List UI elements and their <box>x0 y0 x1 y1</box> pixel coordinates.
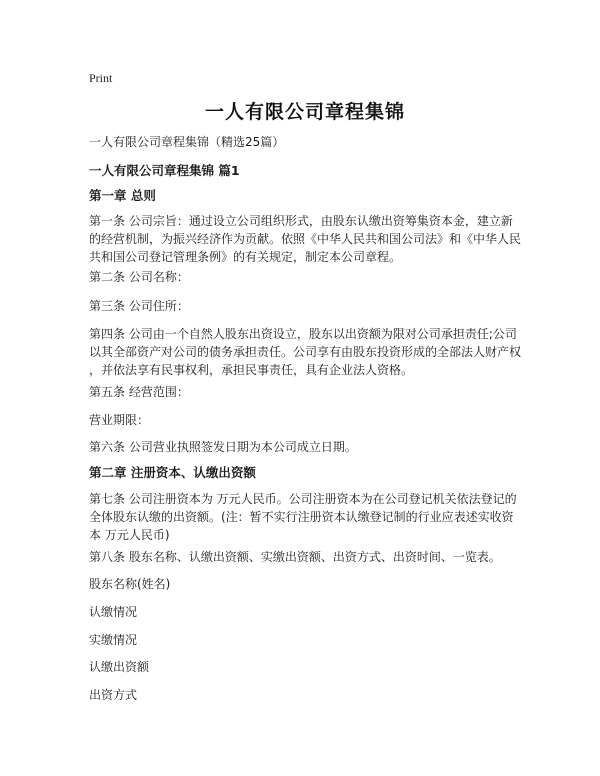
list-item-subscribed: 认缴情况 <box>89 605 138 619</box>
list-item-paid: 实缴情况 <box>89 633 138 647</box>
list-item-subscribed-amount: 认缴出资额 <box>89 660 150 674</box>
article7-paragraph <box>89 490 521 544</box>
document-title: 一人有限公司章程集锦 <box>204 101 405 123</box>
article3-text: 第三条 公司住所： <box>89 299 189 313</box>
article4-line: ，并依法享有民事权利，承担民事责任，具有企业法人资格。 <box>89 363 414 377</box>
article5-text: 第五条 经营范围： <box>89 385 189 399</box>
article2-text: 第二条 公司名称： <box>89 270 189 284</box>
intro-text: 一人有限公司章程集锦（精选25篇） <box>89 135 285 149</box>
business-term-text: 营业期限： <box>89 413 150 427</box>
list-item-shareholder-name: 股东名称(姓名) <box>89 577 171 591</box>
article1-paragraph <box>89 212 521 266</box>
chapter1-heading: 第一章 总则 <box>89 188 156 203</box>
article6-text: 第六条 公司营业执照签发日期为本公司成立日期。 <box>89 440 357 454</box>
list-item-contribution-method: 出资方式 <box>89 688 138 702</box>
article7-line: 全体股东认缴的出资额。(注：暂不实行注册资本认缴登记制的行业应表述实收资 <box>89 510 514 524</box>
article4-line: 第四条 公司由一个自然人股东出资设立，股东以出资额为限对公司承担责任;公司 <box>89 327 517 341</box>
article4-paragraph <box>89 325 521 379</box>
section-heading: 一人有限公司章程集锦 篇1 <box>89 163 240 178</box>
article7-line: 本 万元人民币) <box>89 528 170 542</box>
chapter2-heading: 第二章 注册资本、认缴出资额 <box>89 465 256 480</box>
article7-line: 第七条 公司注册资本为 万元人民币。公司注册资本为在公司登记机关依法登记的 <box>89 492 517 506</box>
article1-line: 第一条 公司宗旨：通过设立公司组织形式，由股东认缴出资筹集资本金，建立新 <box>89 214 513 228</box>
article1-line: 的经营机制，为振兴经济作为贡献。依照《中华人民共和国公司法》和《中华人民 <box>89 232 522 246</box>
print-link[interactable]: Print <box>89 71 113 85</box>
article4-line: 以其全部资产对公司的债务承担责任。公司享有由股东投资形成的全部法人财产权 <box>89 345 522 359</box>
article8-text: 第八条 股东名称、认缴出资额、实缴出资额、出资方式、出资时间、一览表。 <box>89 550 501 564</box>
article1-line: 共和国公司登记管理条例》的有关规定，制定本公司章程。 <box>89 250 402 264</box>
